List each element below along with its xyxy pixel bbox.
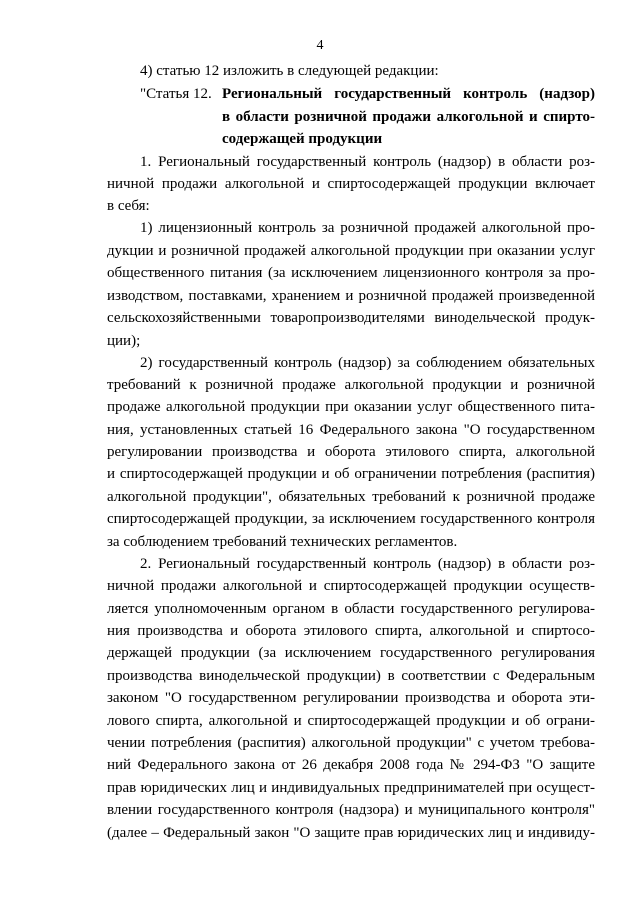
paragraph-line: ции); — [107, 333, 141, 349]
amendment-intro: 4) статью 12 изложить в следующей редакции: — [140, 63, 439, 79]
paragraph-line: общественного питания (за исключением лицензионного контроля за про- — [107, 265, 595, 281]
paragraph-line: алкогольной продукции", обязательных требований к розничной продаже — [107, 489, 595, 505]
paragraph-line: спиртосодержащей продукции, за исключением государственного контроля — [107, 511, 595, 527]
paragraph-line: требований к розничной продаже алкогольной продукции и розничной — [107, 377, 595, 393]
article-title-line: в области розничной продажи алкогольной и спирто- — [222, 109, 595, 125]
paragraph-line: ничной продажи алкогольной и спиртосодержащей продукции осуществ- — [107, 578, 595, 594]
article-label: "Статья 12. — [140, 86, 212, 102]
paragraph-line: ляется уполномоченным органом в области государственного регулирова- — [107, 601, 595, 617]
paragraph-line: ничной продажи алкогольной и спиртосодержащей продукции включает — [107, 176, 595, 192]
paragraph-line: ния производства и оборота этилового спирта, алкогольной и спиртосо- — [107, 623, 595, 639]
paragraph-line: чении потребления (распития) алкогольной продукции" с учетом требова- — [107, 735, 595, 751]
paragraph-line: изводством, поставками, хранением и розничной продажей произведенной — [107, 288, 595, 304]
paragraph-line: в себя: — [107, 198, 150, 214]
paragraph-line: лового спирта, алкогольной и спиртосодержащей продукции и об ограни- — [107, 713, 595, 729]
page-number: 4 — [316, 38, 324, 53]
paragraph-line: продаже алкогольной продукции при оказании услуг общественного пита- — [107, 399, 595, 415]
paragraph-line: держащей продукции (за исключением государственного регулирования — [107, 645, 595, 661]
paragraph-line: 1) лицензионный контроль за розничной продажей алкогольной про- — [140, 220, 595, 236]
paragraph-line: 1. Региональный государственный контроль (надзор) в области роз- — [140, 154, 595, 170]
paragraph-line: регулировании производства и оборота этилового спирта, алкогольной — [107, 444, 595, 460]
paragraph-line: (далее – Федеральный закон "О защите прав юридических лиц и индивиду- — [107, 825, 595, 841]
paragraph-line: производства винодельческой продукции) в соответствии с Федеральным — [107, 668, 595, 684]
paragraph-line: 2) государственный контроль (надзор) за соблюдением обязательных — [140, 355, 595, 371]
paragraph-line: за соблюдением требований технических регламентов. — [107, 534, 458, 550]
paragraph-line: влении государственного контроля (надзора) и муниципального контроля" — [107, 802, 595, 818]
paragraph-line: ний Федерального закона от 26 декабря 2008 года № 294-ФЗ "О защите — [107, 757, 595, 773]
paragraph-line: прав юридических лиц и индивидуальных предпринимателей при осущест- — [107, 780, 595, 796]
paragraph-line: ния, установленных статьей 16 Федерального закона "О государственном — [107, 422, 595, 438]
paragraph-line: 2. Региональный государственный контроль (надзор) в области роз- — [140, 556, 595, 572]
paragraph-line: сельскохозяйственными товаропроизводителями винодельческой продук- — [107, 310, 595, 326]
article-title-line: содержащей продукции — [222, 131, 383, 147]
article-title-line: Региональный государственный контроль (надзор) — [222, 86, 595, 102]
paragraph-line: законом "О государственном регулировании производства и оборота эти- — [107, 690, 595, 706]
paragraph-line: дукции и розничной продажей алкогольной продукции при оказании услуг — [107, 243, 595, 259]
paragraph-line: и спиртосодержащей продукции и об ограничении потребления (распития) — [107, 466, 595, 482]
